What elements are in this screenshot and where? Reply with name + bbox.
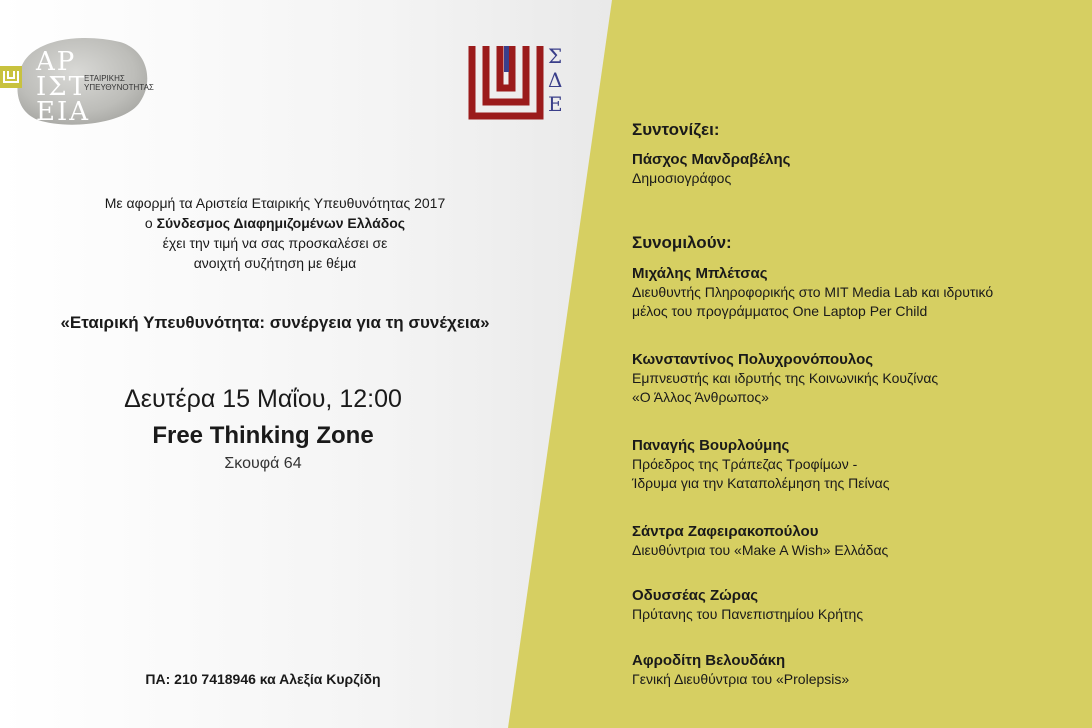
speaker-entry: [632, 651, 849, 689]
intro-line-1: Με αφορμή τα Αριστεία Εταιρικής Υπευθυνότητας 2017: [104, 195, 446, 211]
aristeia-subtitle: [84, 74, 154, 92]
speaker-role-line-1: Διευθυντής Πληροφορικής στο MIT Media Lab και ιδρυτικό: [632, 284, 994, 300]
speaker-name: Αφροδίτη Βελουδάκη: [632, 652, 786, 669]
speaker-entry: [632, 350, 938, 407]
sde-letter-2: Δ: [548, 68, 563, 92]
speaker-name: Οδυσσέας Ζώρας: [632, 587, 759, 604]
speaker-role-line-1: Πρόεδρος της Τράπεζας Τροφίμων -: [632, 456, 858, 472]
aristeia-letters-3: ΕΙΑ: [36, 97, 91, 127]
intro-line-3: έχει την τιμή να σας προσκαλέσει σε: [162, 235, 388, 251]
speaker-entry: [632, 264, 993, 321]
speaker-role-line-1: Εμπνευστής και ιδρυτής της Κοινωνικής Κουζίνας: [632, 370, 939, 386]
sde-letter-3: Ε: [548, 92, 563, 116]
moderator-name: Πάσχος Μανδραβέλης: [632, 151, 791, 168]
sde-logo-letters: [548, 44, 563, 116]
speaker-role-line-1: Διευθύντρια του «Make A Wish» Ελλάδας: [632, 542, 889, 558]
event-venue: Free Thinking Zone: [152, 422, 374, 449]
organization-name: Σύνδεσμος Διαφημιζομένων Ελλάδος: [156, 215, 406, 231]
intro-line-4: ανοιχτή συζήτηση με θέμα: [193, 255, 357, 271]
intro-block: [40, 193, 510, 273]
speaker-name: Μιχάλης Μπλέτσας: [632, 265, 768, 282]
moderator-entry: [632, 150, 790, 188]
aristeia-logo-text: [36, 47, 91, 127]
aristeia-emblem-icon: [0, 66, 22, 88]
sde-logo-icon: [468, 42, 544, 120]
intro-line-2: [40, 213, 510, 233]
speaker-role-line-1: Γενική Διευθύντρια του «Prolepsis»: [632, 671, 850, 687]
speaker-role-line-2: Ίδρυμα για την Καταπολέμηση της Πείνας: [632, 475, 890, 491]
speaker-role-line-1: Πρύτανης του Πανεπιστημίου Κρήτης: [632, 606, 864, 622]
speaker-name: Σάντρα Ζαφειρακοπούλου: [632, 523, 819, 540]
event-theme: «Εταιρική Υπευθυνότητα: συνέργεια για τη συνέχεια»: [60, 313, 490, 332]
event-date: Δευτέρα 15 Μαΐου, 12:00: [124, 385, 402, 413]
speaker-role-line-2: «Ο Άλλος Άνθρωπος»: [632, 389, 769, 405]
moderator-label: Συντονίζει:: [632, 120, 720, 139]
aristeia-sub-1: ΕΤΑΙΡΙΚΗΣ: [84, 74, 125, 83]
speaker-name: Κωνσταντίνος Πολυχρονόπουλος: [632, 351, 874, 368]
event-address: Σκουφά 64: [224, 455, 302, 472]
speakers-label: Συνομιλούν:: [632, 233, 732, 252]
speaker-entry: [632, 586, 863, 624]
speaker-name: Παναγής Βουρλούμης: [632, 437, 790, 454]
aristeia-sub-2: ΥΠΕΥΘΥΝΟΤΗΤΑΣ: [84, 83, 154, 92]
intro-line-2-prefix: ο: [144, 215, 157, 231]
speaker-entry: [632, 436, 889, 493]
sde-letter-1: Σ: [548, 44, 563, 68]
speaker-entry: [632, 522, 888, 560]
aristeia-letters-1: ΑΡ: [36, 47, 77, 77]
rsvp-contact: ΠΑ: 210 7418946 κα Αλεξία Κυρζίδη: [145, 671, 381, 687]
aristeia-letters-2: ΙΣΤ: [36, 72, 88, 102]
speaker-role-line-2: μέλος του προγράμματος One Laptop Per Child: [632, 303, 928, 319]
moderator-role: Δημοσιογράφος: [632, 170, 732, 186]
